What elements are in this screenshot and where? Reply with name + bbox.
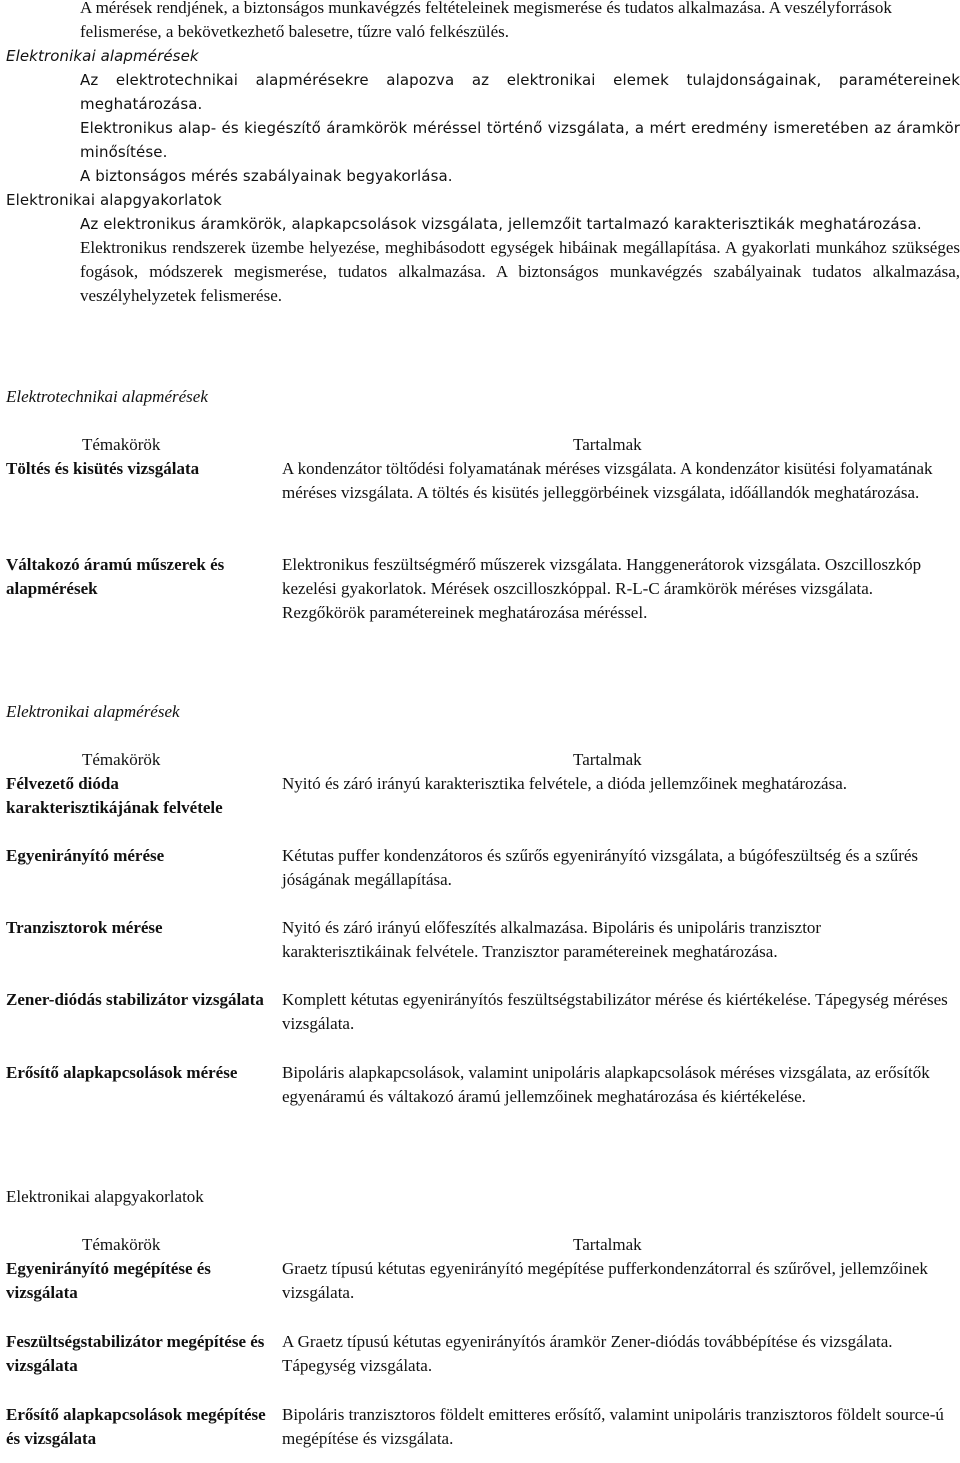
topic-cell: Félvezető dióda karakterisztikájának felvétele — [6, 774, 223, 817]
content-cell: Bipoláris alapkapcsolások, valamint unipoláris alapkapcsolások méréses vizsgálata, az erősítők egyenáramú és váltakozó áramú jellemzőinek meghatározása és kiértékelése. — [282, 1063, 930, 1106]
table-row — [0, 1061, 960, 1133]
topic-cell: Zener-diódás stabilizátor vizsgálata — [6, 990, 264, 1009]
intro-paragraph: Az elektrotechnikai alapmérésekre alapozva az elektronikai elemek tulajdonságainak, paramétereinek meghatározása. — [80, 71, 960, 113]
section-elektronikai-alapgyakorlatok — [0, 1185, 960, 1463]
content-cell: A kondenzátor töltődési folyamatának méréses vizsgálata. A kondenzátor kisütési folyamatának méréses vizsgálata. A töltés és kisütés jelleggörbéinek vizsgálata, időállandók meghatározása. — [282, 459, 933, 502]
intro-paragraph: Elektronikus rendszerek üzembe helyezése, meghibásodott egységek hibáinak megállapítása. A gyakorlati munkához szükséges fogások, módszerek megismerése, tudatos alkalmazása. A biztonságos munkavégzés szabályainak tudatos alkalmazása, veszélyhelyzetek felismerése. — [80, 238, 960, 305]
section-title: Elektronikai alapmérések — [6, 702, 180, 721]
table-row — [0, 916, 960, 988]
topic-cell: Töltés és kisütés vizsgálata — [6, 459, 200, 478]
table-row — [0, 772, 960, 844]
content-cell: Nyitó és záró irányú előfeszítés alkalmazása. Bipoláris és unipoláris tranzisztor karakterisztikáinak felvétele. Tranzisztor paramétereinek meghatározása. — [282, 918, 822, 961]
topic-cell: Tranzisztorok mérése — [6, 918, 163, 937]
subsection-heading: Elektronikai alapmérések — [6, 47, 199, 65]
table-header — [0, 1233, 960, 1257]
table-row — [0, 1330, 960, 1403]
topic-cell: Erősítő alapkapcsolások megépítése és vizsgálata — [6, 1405, 266, 1448]
table-header — [0, 748, 960, 772]
topic-cell: Feszültségstabilizátor megépítése és vizsgálata — [6, 1332, 265, 1375]
section-elektronikai-alapmeresek — [0, 700, 960, 1133]
table-header — [0, 433, 960, 457]
intro-block — [0, 0, 960, 308]
table-row — [0, 1403, 960, 1463]
content-cell: Graetz típusú kétutas egyenirányító megépítése pufferkondenzátorral és szűrővel, jellemzőinek vizsgálata. — [282, 1259, 928, 1302]
section-title: Elektronikai alapgyakorlatok — [6, 1187, 204, 1206]
subsection-heading: Elektronikai alapgyakorlatok — [6, 191, 222, 209]
column-header-content: Tartalmak — [573, 750, 642, 769]
topic-cell: Erősítő alapkapcsolások mérése — [6, 1063, 238, 1082]
column-header-topics: Témakörök — [82, 750, 161, 769]
content-cell: Bipoláris tranzisztoros földelt emitteres erősítő, valamint unipoláris tranzisztoros földelt source-ú megépítése és vizsgálata. — [282, 1405, 944, 1448]
intro-paragraph: A biztonságos mérés szabályainak begyakorlása. — [80, 167, 453, 185]
section-title: Elektrotechnikai alapmérések — [6, 387, 208, 406]
table-row — [0, 553, 960, 649]
content-cell: A Graetz típusú kétutas egyenirányítós áramkör Zener-diódás továbbépítése és vizsgálata. Tápegység vizsgálata. — [282, 1332, 893, 1375]
intro-paragraph: A mérések rendjének, a biztonságos munkavégzés feltételeinek megismerése és tudatos alkalmazása. A veszélyforrások felismerése, a bekövetkezhető balesetre, tűzre való felkészülés. — [80, 0, 892, 41]
column-header-content: Tartalmak — [573, 1235, 642, 1254]
column-header-content: Tartalmak — [573, 435, 642, 454]
content-cell: Komplett kétutas egyenirányítós feszültségstabilizátor mérése és kiértékelése. Tápegység méréses vizsgálata. — [282, 990, 948, 1033]
table-row — [0, 1257, 960, 1330]
column-header-topics: Témakörök — [82, 435, 161, 454]
section-elektrotechnikai-alapmeresek — [0, 385, 960, 649]
content-cell: Nyitó és záró irányú karakterisztika felvétele, a dióda jellemzőinek meghatározása. — [282, 774, 847, 793]
topic-cell: Egyenirányító mérése — [6, 846, 165, 865]
intro-paragraph: Elektronikus alap- és kiegészítő áramkörök méréssel történő vizsgálata, a mért eredmény ismeretében az áramkör minősítése. — [80, 119, 960, 161]
topic-cell: Egyenirányító megépítése és vizsgálata — [6, 1259, 211, 1302]
content-cell: Elektronikus feszültségmérő műszerek vizsgálata. Hanggenerátorok vizsgálata. Oszcilloszkóp kezelési gyakorlatok. Mérések oszcilloszkóppal. R-L-C áramkörök méréses vizsgálata. Rezgőkörök paramétereinek meghatározása méréssel. — [282, 555, 922, 622]
intro-paragraph: Az elektronikus áramkörök, alapkapcsolások vizsgálata, jellemzőit tartalmazó karakterisztikák meghatározása. — [80, 215, 922, 233]
table-row — [0, 844, 960, 916]
table-row — [0, 457, 960, 553]
column-header-topics: Témakörök — [82, 1235, 161, 1254]
topic-cell: Váltakozó áramú műszerek és alapmérések — [6, 555, 225, 598]
content-cell: Kétutas puffer kondenzátoros és szűrős egyenirányító vizsgálata, a búgófeszültség és a szűrés jóságának megállapítása. — [282, 846, 919, 889]
table-row — [0, 988, 960, 1061]
